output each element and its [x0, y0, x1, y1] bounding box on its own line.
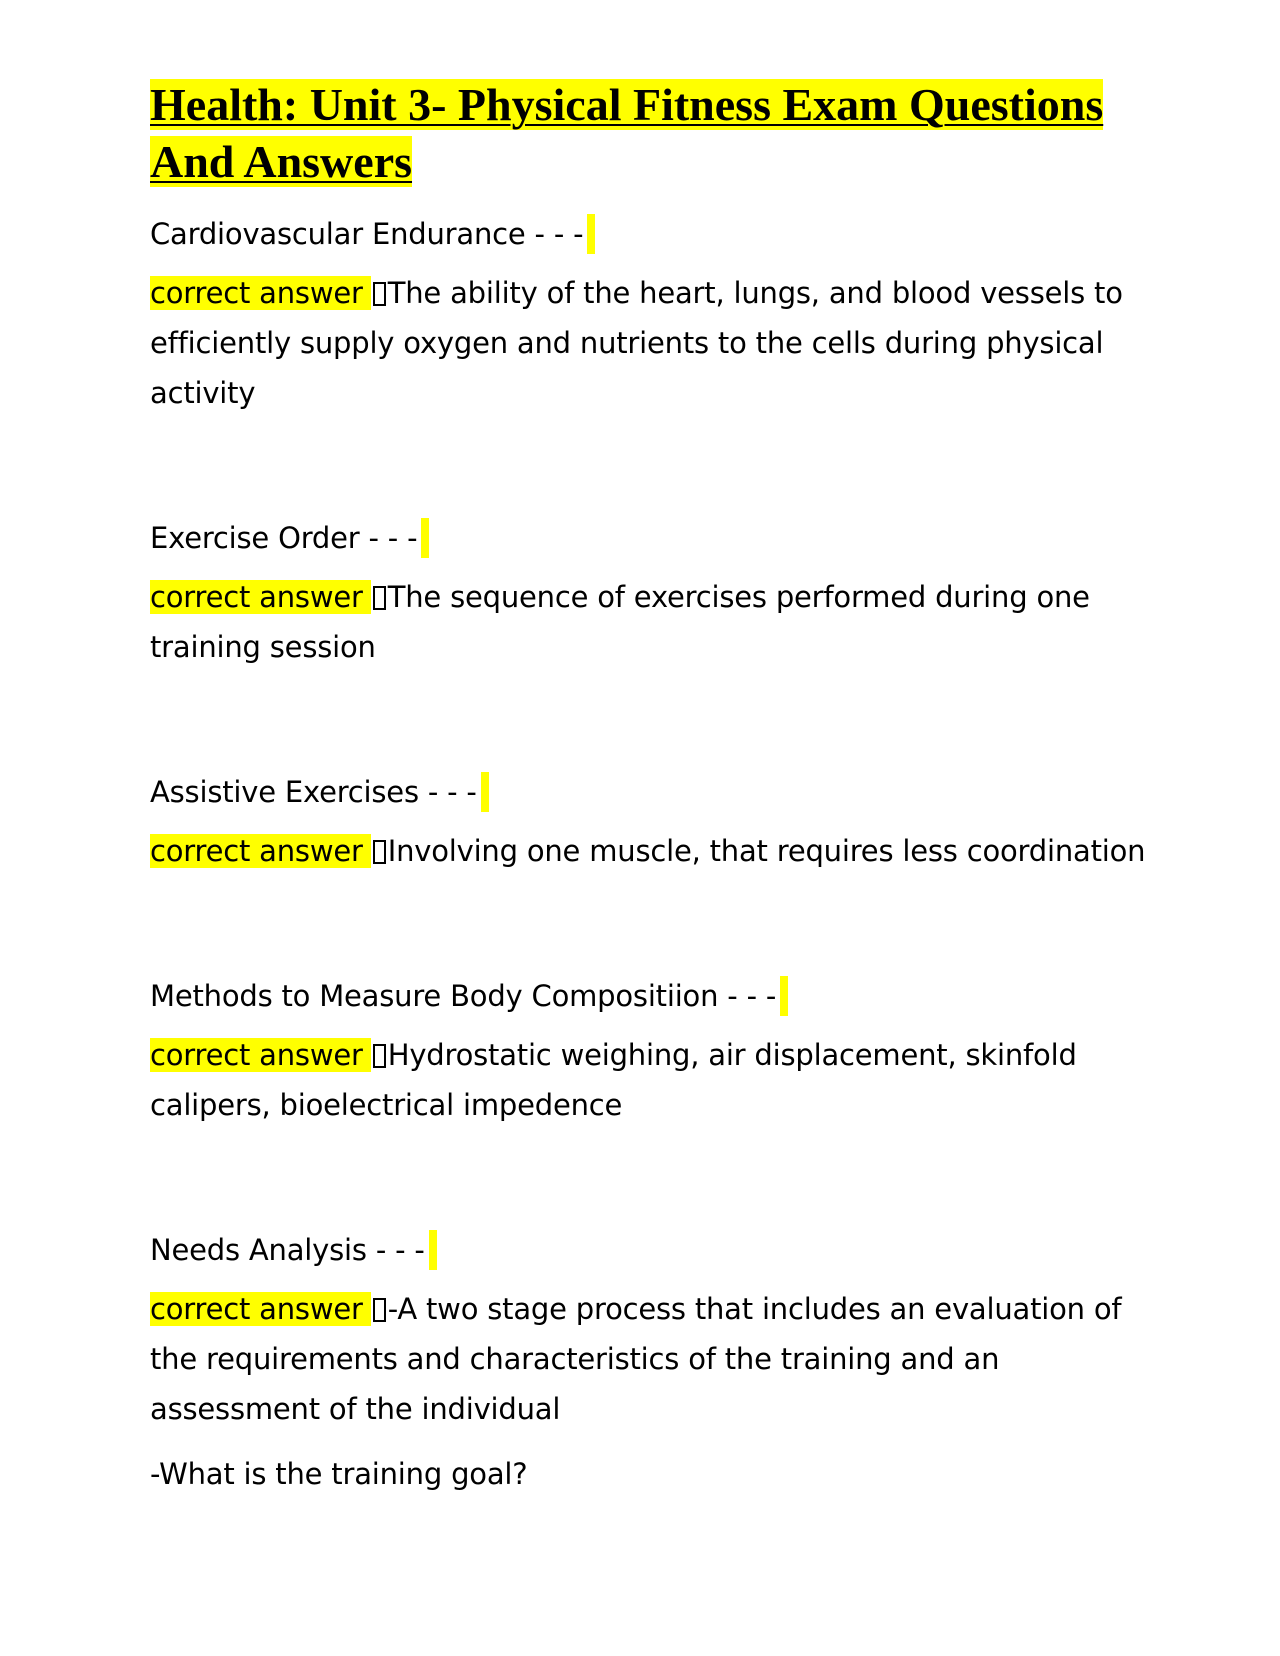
term-text: Assistive Exercises - - - [150, 775, 477, 809]
question-term [150, 772, 1160, 812]
highlight-marker [587, 214, 595, 254]
term-text: Methods to Measure Body Compositiion - - - [150, 979, 777, 1013]
highlight-marker [780, 976, 788, 1016]
answer-body: -A two stage process that includes an evaluation of the requirements and characteristics of the training and an assessment of the individual [150, 1292, 1122, 1426]
question-term [150, 518, 1160, 558]
page-title: Health: Unit 3- Physical Fitness Exam Questions And Answers [150, 79, 1104, 187]
answer-body: Involving one muscle, that requires less coordination [387, 834, 1146, 868]
answer-label: correct answer [150, 1038, 371, 1072]
answer-label: correct answer [150, 1292, 371, 1326]
answer-text [150, 572, 1160, 672]
highlight-marker [481, 772, 489, 812]
highlight-marker [429, 1230, 437, 1270]
term-text: Cardiovascular Endurance - - - [150, 217, 584, 251]
term-text: Needs Analysis - - - [150, 1233, 425, 1267]
answer-body: The ability of the heart, lungs, and blood vessels to efficiently supply oxygen and nutrients to the cells during physical activity [150, 276, 1123, 410]
answer-label: correct answer [150, 834, 371, 868]
answer-extra-line: -What is the training goal? [150, 1457, 528, 1491]
missing-glyph-icon [373, 840, 386, 864]
qa-item [150, 976, 1160, 1130]
answer-label: correct answer [150, 276, 371, 310]
qa-item [150, 1230, 1160, 1494]
question-term [150, 976, 1160, 1016]
qa-item [150, 772, 1160, 876]
answer-text [150, 268, 1160, 418]
question-term [150, 214, 1160, 254]
answer-text [150, 1030, 1160, 1130]
answer-text [150, 1284, 1160, 1434]
term-text: Exercise Order - - - [150, 521, 418, 555]
qa-item [150, 518, 1160, 672]
missing-glyph-icon [373, 282, 386, 306]
document-content [150, 76, 1160, 1494]
answer-text [150, 826, 1160, 876]
highlight-marker [421, 518, 429, 558]
missing-glyph-icon [373, 586, 386, 610]
missing-glyph-icon [373, 1044, 386, 1068]
answer-body: The sequence of exercises performed during one training session [150, 580, 1090, 664]
question-term [150, 1230, 1160, 1270]
answer-label: correct answer [150, 580, 371, 614]
qa-item [150, 214, 1160, 418]
missing-glyph-icon [373, 1298, 386, 1322]
answer-body: Hydrostatic weighing, air displacement, skinfold calipers, bioelectrical impedence [150, 1038, 1077, 1122]
